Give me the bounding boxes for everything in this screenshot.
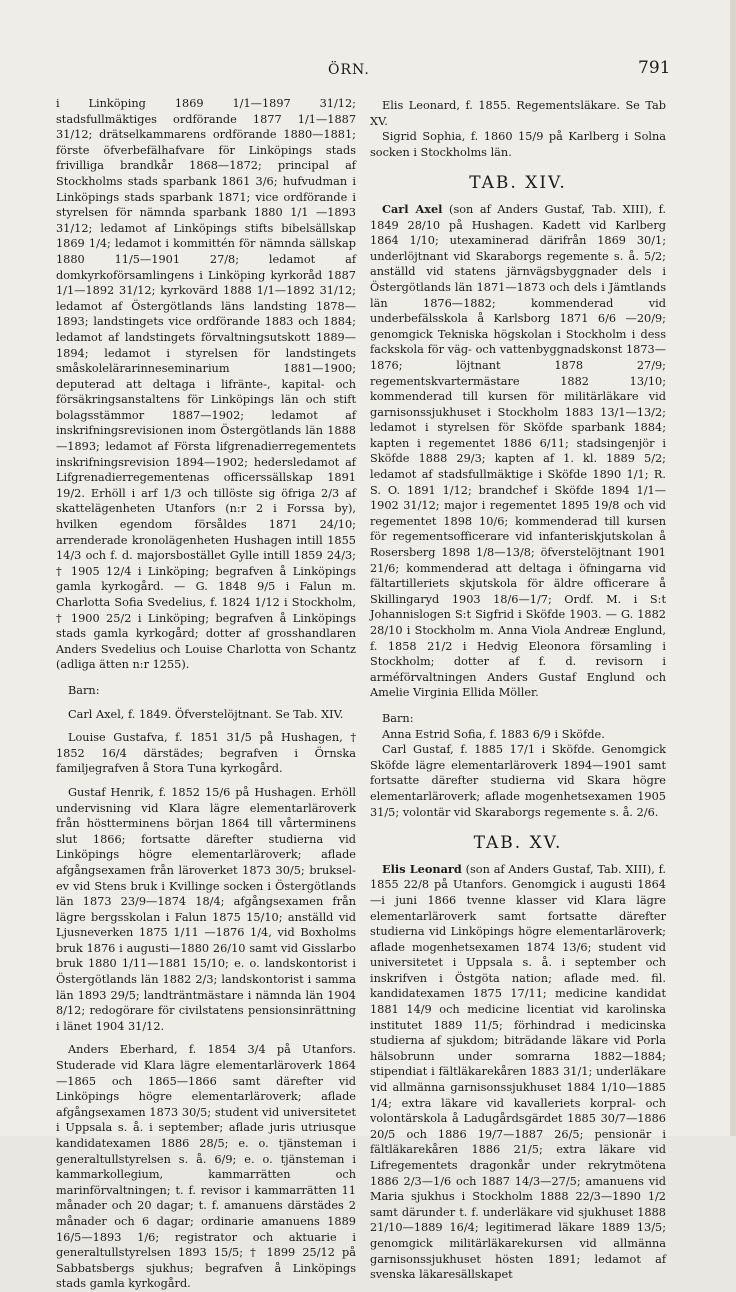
child-entry: Louise Gustafva, f. 1851 31/5 på Hushagen, † 1852 16/4 därstädes; begrafven i Örnska familjegrafven å Stora Tuna kyrkogård.: [56, 731, 356, 776]
person-entry-elis-leonard: [370, 862, 666, 1283]
person-entry-carl-axel: [370, 202, 666, 701]
page-number: 791: [638, 58, 671, 78]
children-heading: Barn:: [382, 711, 414, 725]
child-entry: Carl Axel, f. 1849. Öfverstelöjtnant. Se Tab. XIV.: [68, 707, 344, 721]
child-entry: Gustaf Henrik, f. 1852 15/6 på Hushagen. Erhöll undervisning vid Klara lägre elementarläroverk från höstterminens början 1864 till vårterminens slut 1866; fortsatte därefter studierna vid Linköpings högre elementarläroverk; aflade afgångsexamen från läroverket 1873 30/5; brukselev vid Stens bruk i Kvillinge socken i Östergötlands län 1873 23/9—1874 18/4; afgångsexamen från lägre bergsskolan i Falun 1875 15/10; anställd vid Ljusneverken 1875 1/11 —1876 1/4, vid Boxholms bruk 1876 i augusti—1880 26/10 samt vid Gisslarbo bruk 1880 1/11—1881 15/10; e. o. landskontorist i Östergötlands län 1882 2/3; landskontorist i samma län 1893 29/5; landträntmästare i nämnda län 1904 8/12; redogörare för civilstatens pensionsinrättning i länet 1904 31/12.: [56, 785, 356, 1033]
intro-paragraph: i Linköping 1869 1/1—1897 31/12; stadsfullmäktiges ordförande 1877 1/1—1887 31/12; drätselkammarens ordförande 1880—1881; förste öfverbefälhafvare för Linköpings stads frivilliga brandkår 1868—1872; principal af Stockholms stads sparbank 1861 3/6; hufvudman i Linköpings stads sparbank 1871; vice ordförande i styrelsen för nämnda sparbank 1880 1/1 —1893 31/12; ledamot af Linköpings stifts bibelsällskap 1869 1/4; ledamot i kommittén för nämnda sällskap 1880 11/5—1901 27/8; ledamot af domkyrkoförsamlingens i Linköping kyrkoråd 1887 1/1—1892 31/12; kyrkovärd 1888 1/1—1892 31/12; ledamot af Östergötlands läns landsting 1878—1893; landstingets vice ordförande 1883 och 1884; ledamot af landstingets förvaltningsutskott 1889—1894; ledamot i styrelsen för landstingets småskolelärarinneseminarium 1881—1900; deputerad att deltaga i lifränte-, kapital- och försäkringsanstaltens för Linköpings län och stift bolagsstämmor 1887—1902; ledamot af inskrifningsrevisionen inom Östergötlands län 1888—1893; ledamot af Första lifgrenadierregementets inskrifningsrevision 1894—1902; hedersledamot af Lifgrenadierregementenas officerssällskap 1891 19/2. Erhöll i arf 1/3 och tillöste sig öfriga 2/3 af skattelägenheten Utanfors (n:r 2 i Forssa by), hvilken egendom försåldes 1871 24/10; arrenderade kronolägenheten Hushagen intill 1855 14/3 och f. d. majorsbostället Gylle intill 1859 24/3; † 1905 12/4 i Linköping; begrafven å Linköpings gamla kyrkogård. — G. 1848 9/5 i Falun m. Charlotta Sofia Svedelius, f. 1824 1/12 i Stockholm, † 1900 25/2 i Linköping; begrafven å Linköpings stads gamla kyrkogård; dotter af grosshandlaren Anders Svedelius och Louise Charlotta von Schantz (adliga ätten n:r 1255).: [56, 97, 356, 672]
person-biography: (son af Anders Gustaf, Tab. XIII), f. 1849 28/10 på Hushagen. Kadett vid Karlberg 1864 1/10; utexaminerad därifrån 1869 30/1; underlöjtnant vid Skaraborgs regemente s. å. 5/2; anställd vid statens järnvägsbyggnader dels i Östergötlands län 1871—1873 och dels i Jämtlands län 1876—1882; kommenderad vid underbefälsskola å Karlsborg 1871 6/6 —20/9; genomgick Tekniska högskolan i Stockholm i dess fackskola för väg- och vattenbyggnadskonst 1873—1876; löjtnant 1878 27/9; regementskvartermästare 1882 13/10; kommenderad till kursen för militärläkare vid garnisonssjukhuset i Stockholm 1883 13/1—13/2; ledamot i styrelsen för Sköfde sparbank 1884; kapten i regementet 1886 6/11; stadsingenjör i Sköfde 1888 29/3; kapten af 1. kl. 1889 5/2; ledamot af stadsfullmäktige i Sköfde 1890 1/1; R. S. O. 1891 1/12; brandchef i Sköfde 1894 1/1—1902 31/12; major i regementet 1895 19/8 och vid regementet 1898 10/6; kommenderad till kursen för regementsofficerare vid infanteriskjutskolan å Rosersberg 1898 1/8—13/8; öfverstelöjtnant 1901 21/6; kommenderad att deltaga i öfningarna vid fältartilleriets skjutskola för äldre officerare å Skillingaryd 1903 18/6—1/7; Ordf. M. i S:t Johannislogen S:t Sigfrid i Sköfde 1903. — G. 1882 28/10 i Stockholm m. Anna Viola Andreæ Englund, f. 1858 21/2 i Hedvig Eleonora församling i Stockholm; dotter af f. d. revisorn i arméförvaltningen Anders Gustaf Englund och Amelie Virginia Ellida Möller.: [370, 202, 666, 700]
child-entry: Carl Gustaf, f. 1885 17/1 i Sköfde. Genomgick Sköfde lägre elementarläroverk 1894—1901 samt fortsatte därefter studierna vid Skara högre elementarläroverk; aflade mogenhetsexamen 1905 31/5; volontär vid Skaraborgs regemente s. å. 2/6.: [370, 743, 666, 819]
right-column: [370, 98, 666, 1283]
child-entry: Anders Eberhard, f. 1854 3/4 på Utanfors. Studerade vid Klara lägre elementarläroverk 1864—1865 och 1865—1866 samt därefter vid Linköpings högre elementarläroverk; aflade afgångsexamen 1873 30/5; student vid universitetet i Uppsala s. å. i september; aflade juris utriusque kandidatexamen 1886 28/5; e. o. tjänsteman i generaltullstyrelsen s. å. 6/9; e. o. tjänsteman i kammarkollegium, kammarrätten och marinförvaltningen; t. f. revisor i kammarrätten 11 månader och 20 dagar; t. f. amanuens därstädes 2 månader och 6 dagar; ordinarie amanuens 1889 16/5—1893 1/6; registrator och aktuarie i generaltullstyrelsen 1893 15/5; † 1899 25/12 på Sabbatsbergs sjukhus; begrafven å Linköpings stads gamla kyrkogård.: [56, 1043, 356, 1291]
table-heading-xiv: TAB. XIV.: [469, 173, 567, 194]
running-header-title: ÖRN.: [328, 62, 370, 78]
left-column: [56, 96, 356, 1292]
child-entry: Elis Leonard, f. 1855. Regementsläkare. Se Tab XV.: [370, 99, 666, 128]
children-heading: Barn:: [68, 683, 100, 697]
table-heading-xv: TAB. XV.: [473, 833, 563, 854]
child-entry: Anna Estrid Sofia, f. 1883 6/9 i Sköfde.: [382, 727, 605, 741]
page-edge-divider: [730, 0, 736, 1136]
person-name: Carl Axel: [382, 201, 443, 216]
person-name: Elis Leonard: [382, 861, 462, 876]
child-entry: Sigrid Sophia, f. 1860 15/9 på Karlberg i Solna socken i Stockholms län.: [370, 130, 666, 159]
person-biography: (son af Anders Gustaf, Tab. XIII), f. 1855 22/8 på Utanfors. Genomgick i augusti 1864—i juni 1866 tvenne klasser vid Klara lägre elementarläroverk samt fortsatte därefter studierna vid Linköpings högre elementarläroverk; aflade mogenhetsexamen 1874 13/6; student vid universitetet i Uppsala s. å. i september och inskrifven i Östgöta nation; aflade med. fil. kandidatexamen 1875 17/11; medicine kandidat 1881 14/9 och medicine licentiat vid karolinska institutet 1889 11/5; förhindrad i medicinska studierna af sjukdom; biträdande läkare vid Porla hälsobrunn under somrarna 1882—1884; stipendiat i fältläkarekåren 1883 31/1; underläkare vid allmänna garnisonssjukhuset 1884 1/10—1885 1/4; extra läkare vid kavalleriets korpral- och volontärskola å Ladugårdsgärdet 1885 30/7—1886 20/5 och 1886 19/7—1887 26/5; pensionär i fältläkarekåren 1886 21/5; extra läkare vid Lifregementets dragonkår under rekrytmötena 1886 2/3—1/6 och 1887 14/3—27/5; amanuens vid Maria sjukhus i Stockholm 1888 22/3—1890 1/2 samt därunder t. f. underläkare vid sjukhuset 1888 21/10—1889 16/4; legitimerad läkare 1889 13/5; genomgick militärläkarekursen vid allmänna garnisonssjukhuset hösten 1891; ledamot af svenska läkaresällskapet: [370, 862, 666, 1282]
